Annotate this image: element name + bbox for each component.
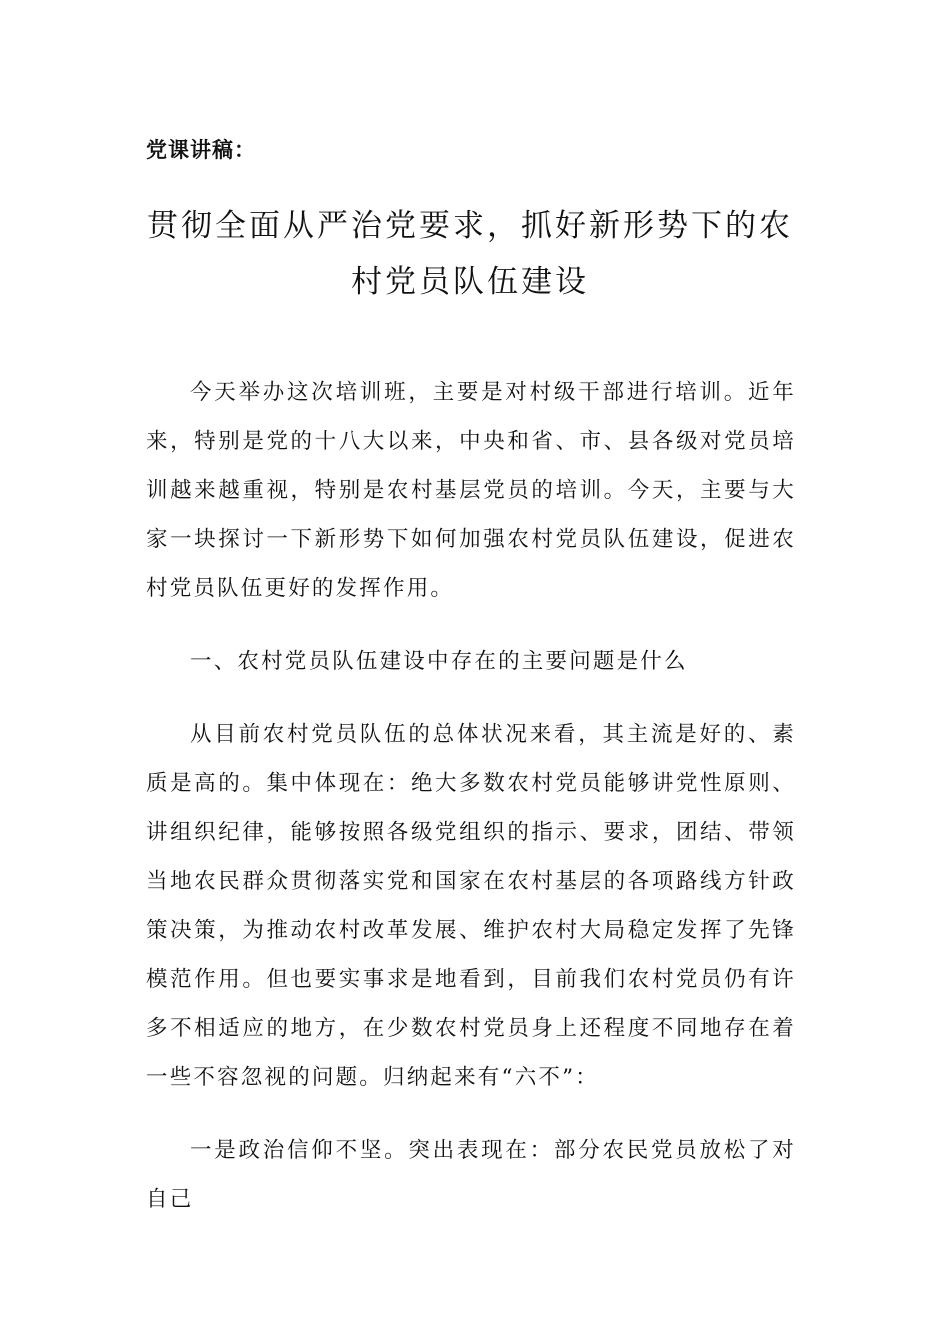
- document-body: [146, 368, 796, 1248]
- document-label: 党课讲稿：: [146, 138, 256, 162]
- paragraph-overview: 从目前农村党员队伍的总体状况来看，其主流是好的、素质是高的。集中体现在：绝大多数农村党员能够讲党性原则、讲组织纪律，能够按照各级党组织的指示、要求，团结、带领当地农民群众贯彻落实党和国家在农村基层的各项路线方针政策决策，为推动农村改革发展、维护农村大局稳定发挥了先锋模范作用。但也要实事求是地看到，目前我们农村党员仍有许多不相适应的地方，在少数农村党员身上还程度不同地存在着一些不容忽视的问题。归纳起来有“六不”：: [146, 722, 796, 1090]
- paragraph-intro: 今天举办这次培训班，主要是对村级干部进行培训。近年来，特别是党的十八大以来，中央和省、市、县各级对党员培训越来越重视，特别是农村基层党员的培训。今天，主要与大家一块探讨一下新形势下如何加强农村党员队伍建设，促进农村党员队伍更好的发挥作用。: [146, 380, 796, 601]
- document-title: 贯彻全面从严治党要求，抓好新形势下的农村党员队伍建设: [147, 208, 793, 300]
- section-heading-1: 一、农村党员队伍建设中存在的主要问题是什么: [190, 649, 688, 674]
- paragraph-point-1: 一是政治信仰不坚。突出表现在：部分农民党员放松了对自己: [146, 1138, 796, 1212]
